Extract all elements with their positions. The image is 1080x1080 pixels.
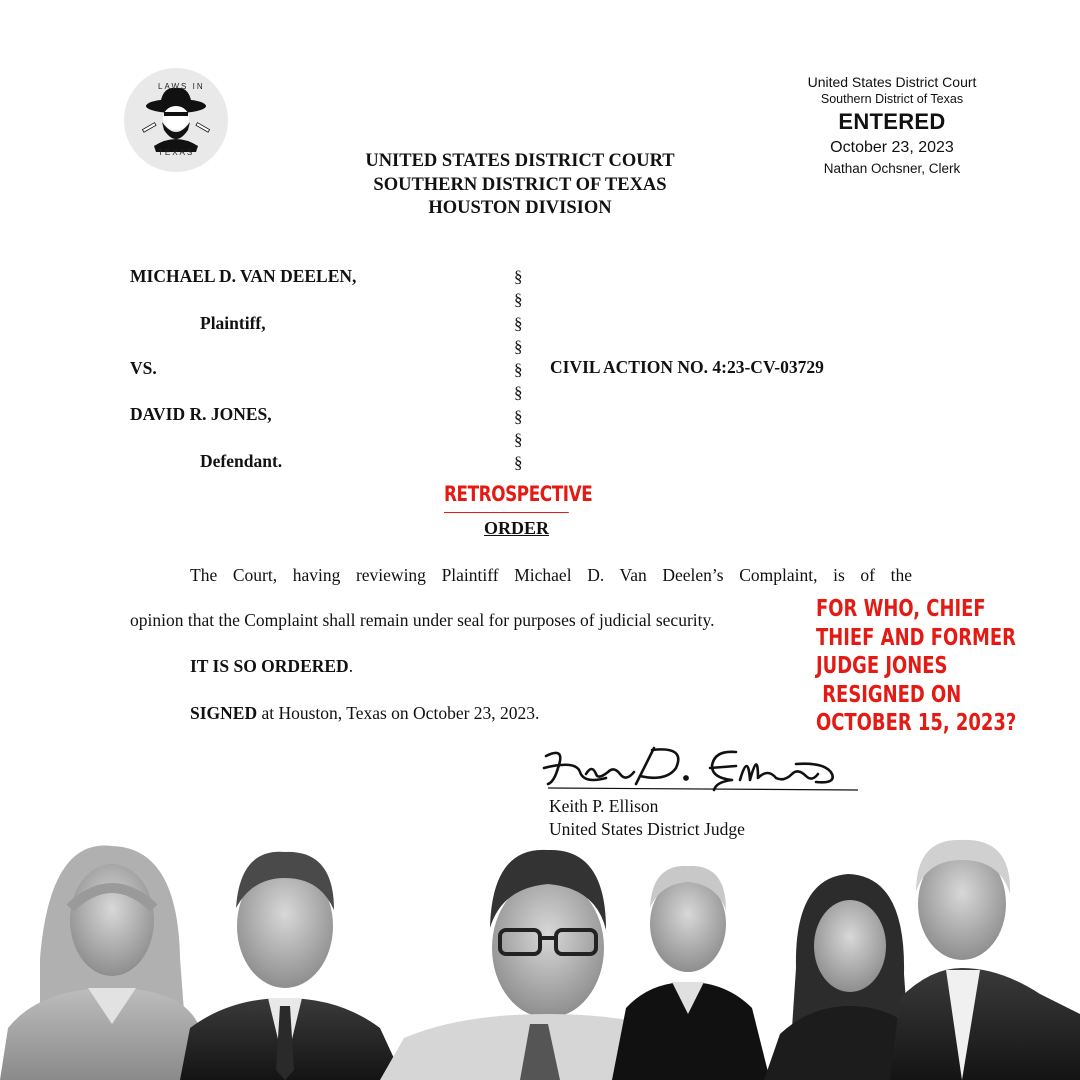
red-annotation [816, 595, 1019, 738]
logo-text-bottom: TEXAS [158, 148, 195, 157]
order-title: ORDER [484, 518, 550, 538]
section-symbol: § [514, 383, 523, 403]
section-symbol: § [514, 290, 523, 310]
stamp-status: ENTERED [838, 109, 946, 134]
retrospective-overlay-label: RETROSPECTIVE [444, 482, 569, 513]
people-photo-strip [0, 838, 1080, 1080]
section-symbol: § [514, 453, 523, 473]
section-symbol-column [514, 265, 530, 475]
versus-label: VS. [130, 358, 157, 378]
defendant-name: DAVID R. JONES, [130, 404, 272, 424]
court-heading-line-2: SOUTHERN DISTRICT OF TEXAS [373, 174, 667, 195]
so-ordered-period: . [348, 656, 354, 676]
stamp-clerk: Nathan Ochsner, Clerk [823, 161, 961, 176]
signed-location-date: at Houston, Texas on October 23, 2023. [257, 703, 540, 723]
section-symbol: § [514, 267, 523, 286]
so-ordered-text: IT IS SO ORDERED [190, 656, 349, 676]
person-photo-6 [890, 840, 1080, 1080]
plaintiff-name: MICHAEL D. VAN DEELEN, [130, 266, 357, 286]
section-symbol: § [514, 406, 523, 426]
stamp-court: United States District Court [807, 74, 977, 90]
laws-in-texas-logo [124, 68, 228, 172]
judge-block [549, 795, 745, 841]
signed-label: SIGNED [190, 703, 258, 723]
stamp-date: October 23, 2023 [830, 139, 954, 156]
court-heading-line-3: HOUSTON DIVISION [428, 198, 612, 218]
stamp-district: Southern District of Texas [820, 92, 964, 106]
section-symbol: § [514, 430, 523, 450]
civil-action-number: CIVIL ACTION NO. 4:23-CV-03729 [550, 357, 824, 377]
judge-title: United States District Judge [549, 819, 745, 839]
section-symbol: § [514, 313, 523, 333]
order-paragraph-line-1: The Court, having reviewing Plaintiff Michael D. Van Deelen’s Complaint, is of the [190, 565, 912, 585]
so-ordered-line [190, 656, 353, 677]
defendant-role: Defendant. [200, 451, 283, 471]
annotation-line: FOR WHO, CHIEF [816, 596, 986, 622]
person-photo-4 [612, 866, 770, 1080]
annotation-line: THIEF AND FORMER [816, 624, 1016, 651]
order-paragraph-line-2: opinion that the Complaint shall remain under seal for purposes of judicial security. [130, 610, 715, 630]
section-symbol: § [514, 336, 523, 356]
entered-stamp [790, 74, 994, 179]
annotation-line: OCTOBER 15, 2023? [816, 710, 1017, 737]
section-symbol: § [514, 360, 523, 380]
logo-text-top: LAWS IN [158, 82, 205, 91]
person-photo-2 [180, 852, 404, 1080]
judge-name: Keith P. Ellison [549, 796, 659, 816]
court-heading-line-1: UNITED STATES DISTRICT COURT [365, 151, 675, 171]
annotation-line: JUDGE JONES [816, 653, 948, 680]
judge-signature [536, 738, 866, 798]
plaintiff-role: Plaintiff, [200, 313, 266, 333]
signed-line [190, 703, 539, 724]
annotation-line: RESIGNED ON [816, 681, 962, 708]
person-photo-1 [0, 846, 206, 1080]
court-heading [300, 150, 740, 221]
